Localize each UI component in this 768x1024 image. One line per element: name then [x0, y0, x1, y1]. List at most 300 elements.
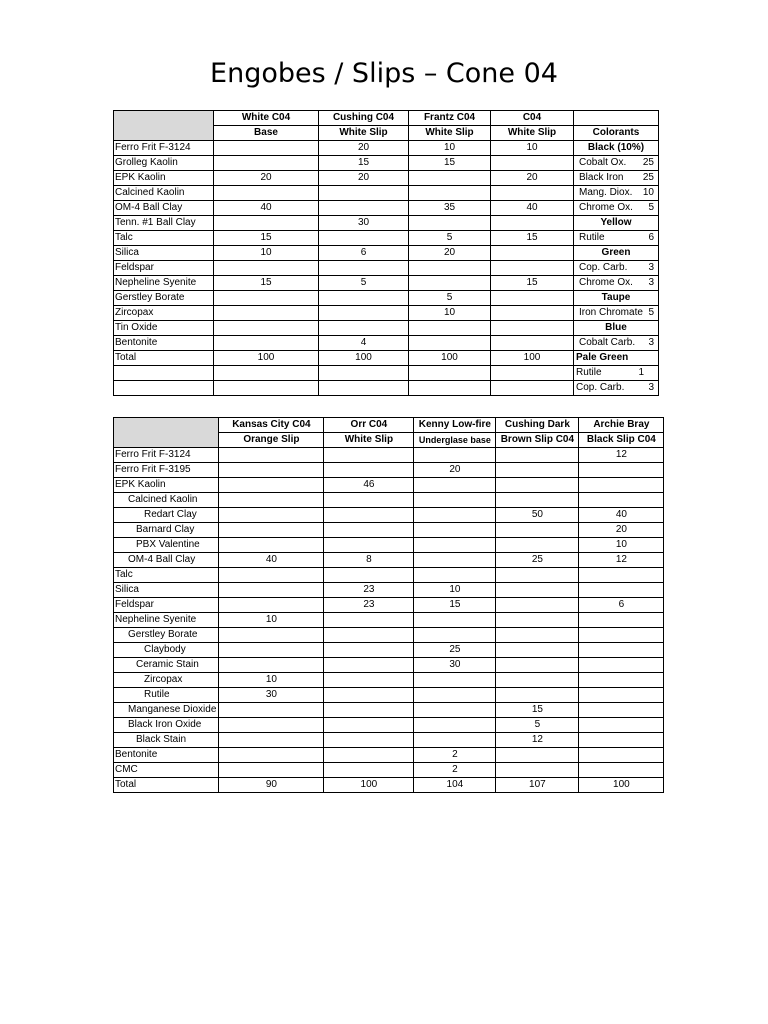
- value-cell: [409, 171, 491, 186]
- value-cell: 35: [409, 201, 491, 216]
- ingredient-cell: Gerstley Borate: [114, 291, 214, 306]
- value-cell: [219, 508, 324, 523]
- ingredient-cell: Redart Clay: [114, 508, 219, 523]
- table-row: [114, 763, 664, 778]
- value-cell: [414, 538, 496, 553]
- value-cell: 20: [491, 171, 574, 186]
- ingredient-cell: Talc: [114, 568, 219, 583]
- value-cell: 100: [491, 351, 574, 366]
- value-cell: [491, 306, 574, 321]
- column-header: Orr C04: [324, 418, 414, 433]
- value-cell: [219, 718, 324, 733]
- value-cell: 20: [409, 246, 491, 261]
- value-cell: 6: [319, 246, 409, 261]
- colorant-name: Black Iron: [579, 172, 624, 183]
- table-row: [114, 583, 664, 598]
- value-cell: 40: [491, 201, 574, 216]
- ingredient-cell: Calcined Kaolin: [114, 493, 219, 508]
- table-row: [114, 231, 659, 246]
- ingredient-cell: Gerstley Borate: [114, 628, 219, 643]
- value-cell: [491, 156, 574, 171]
- value-cell: [409, 366, 491, 381]
- value-cell: [579, 658, 664, 673]
- value-cell: 20: [319, 141, 409, 156]
- table-row: [114, 351, 659, 366]
- value-cell: [414, 508, 496, 523]
- colorant-name: Rutile: [576, 367, 602, 378]
- ingredient-cell: [114, 366, 214, 381]
- value-cell: [579, 493, 664, 508]
- value-cell: 40: [219, 553, 324, 568]
- value-cell: [324, 493, 414, 508]
- colorant-cell: [574, 321, 659, 336]
- value-cell: 20: [319, 171, 409, 186]
- colorant-amount: 1: [638, 367, 644, 378]
- value-cell: [414, 523, 496, 538]
- colorant-cell: [574, 201, 659, 216]
- colorant-name: Cop. Carb.: [576, 382, 625, 393]
- table-row: [114, 306, 659, 321]
- column-header: Cushing C04: [319, 111, 409, 126]
- table-row: [114, 613, 664, 628]
- value-cell: 25: [414, 643, 496, 658]
- value-cell: [324, 508, 414, 523]
- value-cell: 30: [319, 216, 409, 231]
- colorant-name: Cobalt Ox.: [579, 157, 627, 168]
- value-cell: 15: [409, 156, 491, 171]
- table-row: [114, 733, 664, 748]
- table-row: [114, 703, 664, 718]
- colorant-entry: [576, 306, 656, 320]
- value-cell: 30: [414, 658, 496, 673]
- value-cell: [496, 463, 579, 478]
- value-cell: 12: [496, 733, 579, 748]
- table-row: [114, 628, 664, 643]
- value-cell: 100: [409, 351, 491, 366]
- table-row: [114, 336, 659, 351]
- value-cell: [214, 366, 319, 381]
- value-cell: [496, 583, 579, 598]
- value-cell: [579, 718, 664, 733]
- table-row: [114, 508, 664, 523]
- ingredient-cell: Silica: [114, 583, 219, 598]
- colorant-entry: [576, 351, 656, 365]
- value-cell: [496, 493, 579, 508]
- table-row: [114, 553, 664, 568]
- value-cell: [579, 478, 664, 493]
- value-cell: [324, 523, 414, 538]
- column-subheader: White Slip: [324, 433, 414, 448]
- value-cell: [324, 628, 414, 643]
- value-cell: 25: [496, 553, 579, 568]
- value-cell: [414, 718, 496, 733]
- value-cell: [219, 448, 324, 463]
- table-row: [114, 493, 664, 508]
- value-cell: 12: [579, 448, 664, 463]
- value-cell: 40: [579, 508, 664, 523]
- ingredient-cell: Black Stain: [114, 733, 219, 748]
- value-cell: [219, 598, 324, 613]
- value-cell: [219, 583, 324, 598]
- table-row: [114, 321, 659, 336]
- value-cell: [496, 688, 579, 703]
- colorant-cell: [574, 276, 659, 291]
- value-cell: [496, 568, 579, 583]
- value-cell: 5: [496, 718, 579, 733]
- value-cell: [324, 763, 414, 778]
- colorant-cell: [574, 381, 659, 396]
- table-row: [114, 246, 659, 261]
- column-header: Frantz C04: [409, 111, 491, 126]
- value-cell: [214, 291, 319, 306]
- value-cell: [491, 321, 574, 336]
- colorant-amount: 5: [648, 202, 654, 213]
- ingredient-cell: Black Iron Oxide: [114, 718, 219, 733]
- colorant-name: Cobalt Carb.: [579, 337, 636, 348]
- column-header: Cushing Dark: [496, 418, 579, 433]
- colorant-cell: [574, 141, 659, 156]
- colorant-amount: 3: [648, 382, 654, 393]
- value-cell: 5: [409, 291, 491, 306]
- value-cell: [214, 336, 319, 351]
- value-cell: 15: [319, 156, 409, 171]
- table-row: [114, 463, 664, 478]
- table-row: [114, 201, 659, 216]
- ingredient-cell: Grolleg Kaolin: [114, 156, 214, 171]
- value-cell: [409, 261, 491, 276]
- value-cell: [409, 336, 491, 351]
- value-cell: [219, 658, 324, 673]
- table-row: [114, 568, 664, 583]
- column-subheader: Orange Slip: [219, 433, 324, 448]
- colorant-cell: [574, 231, 659, 246]
- value-cell: 10: [414, 583, 496, 598]
- value-cell: [324, 643, 414, 658]
- value-cell: [319, 321, 409, 336]
- colorant-amount: 25: [642, 172, 654, 183]
- ingredient-cell: EPK Kaolin: [114, 478, 219, 493]
- value-cell: [414, 553, 496, 568]
- ingredient-cell: Feldspar: [114, 598, 219, 613]
- value-cell: [319, 366, 409, 381]
- value-cell: 50: [496, 508, 579, 523]
- value-cell: [579, 733, 664, 748]
- ingredient-cell: Tenn. #1 Ball Clay: [114, 216, 214, 231]
- ingredient-cell: OM-4 Ball Clay: [114, 553, 219, 568]
- table-row: [114, 448, 664, 463]
- value-cell: 107: [496, 778, 579, 793]
- ingredient-cell: Ferro Frit F-3124: [114, 448, 219, 463]
- value-cell: 2: [414, 763, 496, 778]
- colorant-entry: [576, 156, 656, 170]
- value-cell: [319, 381, 409, 396]
- ingredient-cell: Calcined Kaolin: [114, 186, 214, 201]
- value-cell: [496, 598, 579, 613]
- value-cell: [219, 763, 324, 778]
- table-row: [114, 478, 664, 493]
- colorant-amount: 3: [648, 277, 654, 288]
- table-row: [114, 261, 659, 276]
- ingredient-cell: Manganese Dioxide: [114, 703, 219, 718]
- column-subheader: White Slip: [319, 126, 409, 141]
- column-header: Archie Bray: [579, 418, 664, 433]
- ingredient-cell: Nepheline Syenite: [114, 613, 219, 628]
- value-cell: [414, 568, 496, 583]
- value-cell: [319, 231, 409, 246]
- value-cell: [324, 688, 414, 703]
- value-cell: 46: [324, 478, 414, 493]
- value-cell: [324, 568, 414, 583]
- value-cell: [414, 493, 496, 508]
- value-cell: [324, 538, 414, 553]
- ingredient-cell: Barnard Clay: [114, 523, 219, 538]
- value-cell: 4: [319, 336, 409, 351]
- ingredient-cell: OM-4 Ball Clay: [114, 201, 214, 216]
- value-cell: [496, 673, 579, 688]
- colorant-amount: 25: [642, 157, 654, 168]
- table-row: [114, 141, 659, 156]
- value-cell: [579, 628, 664, 643]
- recipe-table-2: [113, 417, 664, 793]
- column-header: C04: [491, 111, 574, 126]
- ingredient-cell: Talc: [114, 231, 214, 246]
- value-cell: 10: [409, 141, 491, 156]
- colorant-entry: [576, 186, 656, 200]
- value-cell: 15: [414, 598, 496, 613]
- value-cell: 100: [579, 778, 664, 793]
- colorant-entry: [576, 201, 656, 215]
- colorant-group-label: Taupe: [601, 292, 631, 303]
- value-cell: [491, 246, 574, 261]
- value-cell: [491, 366, 574, 381]
- column-header: Kenny Low-fire: [414, 418, 496, 433]
- colorant-entry: [576, 381, 656, 395]
- ingredient-cell: Total: [114, 778, 219, 793]
- column-subheader: White Slip: [409, 126, 491, 141]
- value-cell: [219, 523, 324, 538]
- value-cell: [579, 463, 664, 478]
- value-cell: 6: [579, 598, 664, 613]
- value-cell: [496, 748, 579, 763]
- value-cell: [414, 478, 496, 493]
- column-subheader: White Slip: [491, 126, 574, 141]
- value-cell: [409, 276, 491, 291]
- colorant-name: Rutile: [579, 232, 605, 243]
- table-row: [114, 778, 664, 793]
- value-cell: [319, 186, 409, 201]
- colorant-cell: [574, 306, 659, 321]
- value-cell: 40: [214, 201, 319, 216]
- table-row: [114, 381, 659, 396]
- table-row: [114, 186, 659, 201]
- value-cell: [319, 291, 409, 306]
- value-cell: 10: [409, 306, 491, 321]
- value-cell: [491, 216, 574, 231]
- value-cell: 10: [219, 673, 324, 688]
- column-subheader: Brown Slip C04: [496, 433, 579, 448]
- value-cell: [579, 613, 664, 628]
- ingredient-cell: Total: [114, 351, 214, 366]
- colorant-cell: [574, 246, 659, 261]
- value-cell: 100: [319, 351, 409, 366]
- value-cell: [496, 628, 579, 643]
- value-cell: [579, 703, 664, 718]
- table-row: [114, 216, 659, 231]
- value-cell: [324, 448, 414, 463]
- colorant-name: Pale Green: [576, 352, 629, 363]
- ingredient-cell: Bentonite: [114, 336, 214, 351]
- value-cell: [219, 463, 324, 478]
- value-cell: 8: [324, 553, 414, 568]
- value-cell: [414, 448, 496, 463]
- column-subheader: Base: [214, 126, 319, 141]
- value-cell: [496, 763, 579, 778]
- value-cell: [324, 733, 414, 748]
- value-cell: [219, 493, 324, 508]
- colorant-name: Chrome Ox.: [579, 277, 633, 288]
- table-row: [114, 291, 659, 306]
- value-cell: [409, 216, 491, 231]
- value-cell: [491, 336, 574, 351]
- value-cell: [219, 538, 324, 553]
- value-cell: [219, 703, 324, 718]
- value-cell: 20: [414, 463, 496, 478]
- colorant-amount: 10: [642, 187, 654, 198]
- value-cell: [214, 141, 319, 156]
- value-cell: [579, 583, 664, 598]
- value-cell: [491, 261, 574, 276]
- value-cell: [324, 718, 414, 733]
- value-cell: [491, 381, 574, 396]
- value-cell: [496, 523, 579, 538]
- colorant-amount: 3: [648, 337, 654, 348]
- value-cell: 100: [324, 778, 414, 793]
- table-row: [114, 718, 664, 733]
- colorant-cell: [574, 171, 659, 186]
- column-header: [574, 111, 659, 126]
- value-cell: 10: [579, 538, 664, 553]
- ingredient-cell: Silica: [114, 246, 214, 261]
- column-subheader: Black Slip C04: [579, 433, 664, 448]
- value-cell: [414, 628, 496, 643]
- value-cell: [219, 643, 324, 658]
- value-cell: [496, 478, 579, 493]
- value-cell: [579, 568, 664, 583]
- table-row: [114, 366, 659, 381]
- table-row: [114, 658, 664, 673]
- value-cell: [219, 478, 324, 493]
- ingredient-cell: Bentonite: [114, 748, 219, 763]
- table-row: [114, 673, 664, 688]
- colorant-name: Chrome Ox.: [579, 202, 633, 213]
- column-subheader: Colorants: [574, 126, 659, 141]
- value-cell: 20: [579, 523, 664, 538]
- colorant-entry: [576, 261, 656, 275]
- table-row: [114, 156, 659, 171]
- value-cell: 15: [491, 276, 574, 291]
- table-row: [114, 171, 659, 186]
- value-cell: [414, 733, 496, 748]
- value-cell: 20: [214, 171, 319, 186]
- value-cell: [214, 381, 319, 396]
- value-cell: 15: [496, 703, 579, 718]
- column-header: White C04: [214, 111, 319, 126]
- value-cell: 15: [491, 231, 574, 246]
- value-cell: [414, 613, 496, 628]
- recipe-table-1: [113, 110, 659, 396]
- value-cell: [214, 216, 319, 231]
- table-row: [114, 598, 664, 613]
- value-cell: [319, 201, 409, 216]
- value-cell: [579, 673, 664, 688]
- table-row: [114, 643, 664, 658]
- ingredient-cell: CMC: [114, 763, 219, 778]
- colorant-name: Cop. Carb.: [579, 262, 628, 273]
- value-cell: 23: [324, 583, 414, 598]
- colorant-cell: [574, 216, 659, 231]
- value-cell: 30: [219, 688, 324, 703]
- value-cell: 12: [579, 553, 664, 568]
- colorant-amount: 3: [648, 262, 654, 273]
- value-cell: 10: [214, 246, 319, 261]
- colorant-cell: [574, 366, 659, 381]
- table-row: [114, 538, 664, 553]
- colorant-entry: [576, 366, 656, 380]
- value-cell: [324, 613, 414, 628]
- ingredient-cell: Feldspar: [114, 261, 214, 276]
- ingredient-cell: PBX Valentine: [114, 538, 219, 553]
- value-cell: 104: [414, 778, 496, 793]
- table-row: [114, 688, 664, 703]
- value-cell: 5: [319, 276, 409, 291]
- value-cell: [414, 673, 496, 688]
- colorant-name: Mang. Diox.: [579, 187, 633, 198]
- colorant-amount: 6: [648, 232, 654, 243]
- table-row: [114, 276, 659, 291]
- value-cell: 100: [214, 351, 319, 366]
- colorant-cell: [574, 336, 659, 351]
- ingredient-cell: [114, 381, 214, 396]
- colorant-cell: [574, 156, 659, 171]
- value-cell: [414, 703, 496, 718]
- ingredient-cell: Rutile: [114, 688, 219, 703]
- colorant-entry: [576, 276, 656, 290]
- value-cell: [319, 306, 409, 321]
- value-cell: [579, 763, 664, 778]
- table-header-row: [114, 418, 664, 433]
- ingredient-cell: Claybody: [114, 643, 219, 658]
- colorant-amount: 5: [648, 307, 654, 318]
- colorant-group-label: Yellow: [600, 217, 632, 228]
- value-cell: [491, 291, 574, 306]
- value-cell: [324, 658, 414, 673]
- value-cell: [496, 643, 579, 658]
- ingredient-cell: Ceramic Stain: [114, 658, 219, 673]
- colorant-cell: [574, 261, 659, 276]
- value-cell: 90: [219, 778, 324, 793]
- ingredient-cell: Zircopax: [114, 673, 219, 688]
- ingredient-cell: Ferro Frit F-3195: [114, 463, 219, 478]
- colorant-group-label: Green: [601, 247, 631, 258]
- value-cell: [214, 321, 319, 336]
- value-cell: 2: [414, 748, 496, 763]
- colorant-cell: [574, 186, 659, 201]
- value-cell: 10: [491, 141, 574, 156]
- colorant-group-label: Blue: [605, 322, 627, 333]
- value-cell: 15: [214, 231, 319, 246]
- colorant-cell: [574, 351, 659, 366]
- ingredient-cell: EPK Kaolin: [114, 171, 214, 186]
